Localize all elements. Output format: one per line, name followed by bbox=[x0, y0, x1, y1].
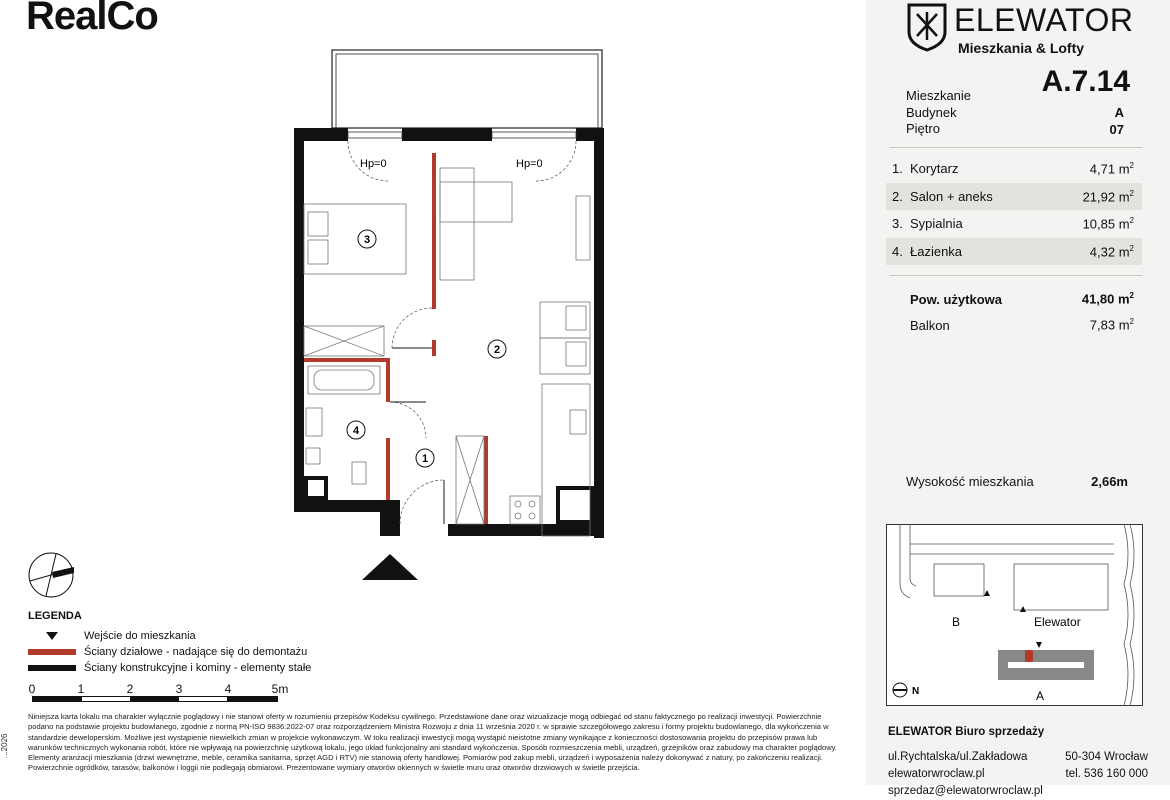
realco-logo: RealCo bbox=[26, 0, 158, 38]
legend-item-structural: Ściany konstrukcyjne i kominy - elementy stałe bbox=[28, 660, 311, 676]
office-title: ELEWATOR Biuro sprzedaży bbox=[888, 726, 1045, 738]
office-phone[interactable]: tel. 536 160 000 bbox=[1065, 768, 1148, 780]
totals bbox=[910, 286, 1134, 338]
room-number-2: 2 bbox=[493, 344, 501, 356]
brand-subtitle: Mieszkania & Lofty bbox=[958, 40, 1085, 56]
balcony-row: Balkon 7,83 $m^2$ bbox=[910, 317, 1134, 333]
room-number-4: 4 bbox=[352, 425, 360, 437]
site-map bbox=[886, 524, 1143, 706]
floor-value: 07 bbox=[1109, 122, 1124, 137]
list-item: 3. Sypialnia 10,85 $m^2$ bbox=[892, 216, 1134, 232]
partition-walls bbox=[304, 153, 488, 524]
legend-title: LEGENDA bbox=[28, 610, 82, 622]
disclaimer: Niniejsza karta lokalu ma charakter wyłącznie poglądowy i nie stanowi oferty w rozumieniu przepisów Kodeksu cywilnego. Przedstawione dane oraz wizualizacje mogą odbiegać od stanu faktycznego po realizacji inwestycji. Powierzchnie podano na podstawie projektu budowlanego, zgodnie z normą PN-ISO 9836:2022-07 oraz rozporządzeniem Ministra Rozwoju z dnia 11 września 2020 r. w sprawie szczegółowego zakresu i formy projektu budowlanego, dla wykończenia w standardzie deweloperskim. Możliwe jest wystąpienie niewielkich zmian w projekcie wykonawczym. W toku realizacji inwestycji mogą wystąpić nieistotne zmiany wynikające z konieczności dostosowania projektu do przepisów prawa lub warunków technicznych wykonania robót, które nie wpływają na powierzchnię użytkową lokalu, jego układ funkcjonalny ani standard wykończenia. Sposób rozmieszczenia mebli, urządzeń, grzejników oraz zabudowy ma charakter poglądowy. Elementy aranżacji mieszkania (drzwi wewnętrzne, meble, ceramika sanitarna, sprzęt AGD i RTV) nie stanowią oferty handlowej. Pomiarów pod zakup mebli, urządzeń i wyposażenia należy dokonywać z natury, po zakończeniu realizacji. Powierzchnie ogródków, tarasów, balkonów i loggii nie podlegają obmiarowi. Prezentowane wymiary otworów okiennych w świetle muru oraz otworów drzwiowych w świetle przejścia. bbox=[28, 712, 838, 773]
elewator-brand bbox=[906, 2, 1134, 56]
room-number-1: 1 bbox=[421, 453, 429, 465]
office-email-link[interactable]: sprzedaz@elewatorwroclaw.pl bbox=[888, 785, 1043, 797]
legend-item-partition: Ściany działowe - nadające się do demontażu bbox=[28, 644, 311, 660]
balcony bbox=[332, 50, 602, 128]
site-label-b: B bbox=[952, 615, 961, 629]
sales-office bbox=[888, 724, 1148, 800]
legend bbox=[28, 610, 311, 676]
door-label: Hp=0 bbox=[360, 158, 387, 170]
site-label-elewator: Elewator bbox=[1034, 615, 1081, 629]
legend-item-entrance: Wejście do mieszkania bbox=[28, 628, 311, 644]
list-item: 2. Salon + aneks 21,92 $m^2$ bbox=[886, 183, 1142, 211]
divider bbox=[890, 275, 1142, 276]
elewator-shield-icon bbox=[906, 2, 948, 52]
brand-name: ELEWATOR bbox=[954, 2, 1134, 38]
door-label: Hp=0 bbox=[516, 158, 543, 170]
scale-bar: 0 1 2 3 4 5m bbox=[28, 682, 288, 706]
list-item: 1. Korytarz 4,71 $m^2$ bbox=[892, 161, 1134, 177]
office-street: ul.Rychtalska/ul.Zakładowa bbox=[888, 751, 1028, 763]
floor-plan bbox=[280, 40, 620, 585]
entrance-arrow-icon bbox=[46, 632, 58, 640]
apartment-number: A.7.14 bbox=[1041, 65, 1130, 98]
unit-meta: Mieszkanie Budynek Piętro A.7.14 A 07 bbox=[906, 65, 1130, 137]
compass-icon bbox=[26, 550, 76, 600]
structural-walls bbox=[294, 128, 604, 538]
entrance-arrow-icon bbox=[362, 554, 418, 580]
apartment-height: Wysokość mieszkania 2,66m bbox=[906, 474, 1128, 489]
office-website-link[interactable]: elewatorwroclaw.pl bbox=[888, 768, 985, 780]
partition-wall-swatch bbox=[28, 649, 76, 655]
north-label: N bbox=[912, 686, 920, 697]
room-list bbox=[886, 155, 1142, 265]
site-label-a: A bbox=[1036, 689, 1045, 703]
room-number-3: 3 bbox=[363, 234, 371, 246]
usable-area-row: Pow. użytkowa 41,80 $m^2$ bbox=[910, 291, 1134, 307]
side-date: ...2026 bbox=[0, 733, 9, 758]
divider bbox=[890, 147, 1142, 148]
list-item: 4. Łazienka 4,32 $m^2$ bbox=[886, 238, 1142, 266]
building-value: A bbox=[1114, 105, 1124, 120]
structural-wall-swatch bbox=[28, 665, 76, 671]
office-postal: 50-304 Wrocław bbox=[1065, 751, 1148, 763]
